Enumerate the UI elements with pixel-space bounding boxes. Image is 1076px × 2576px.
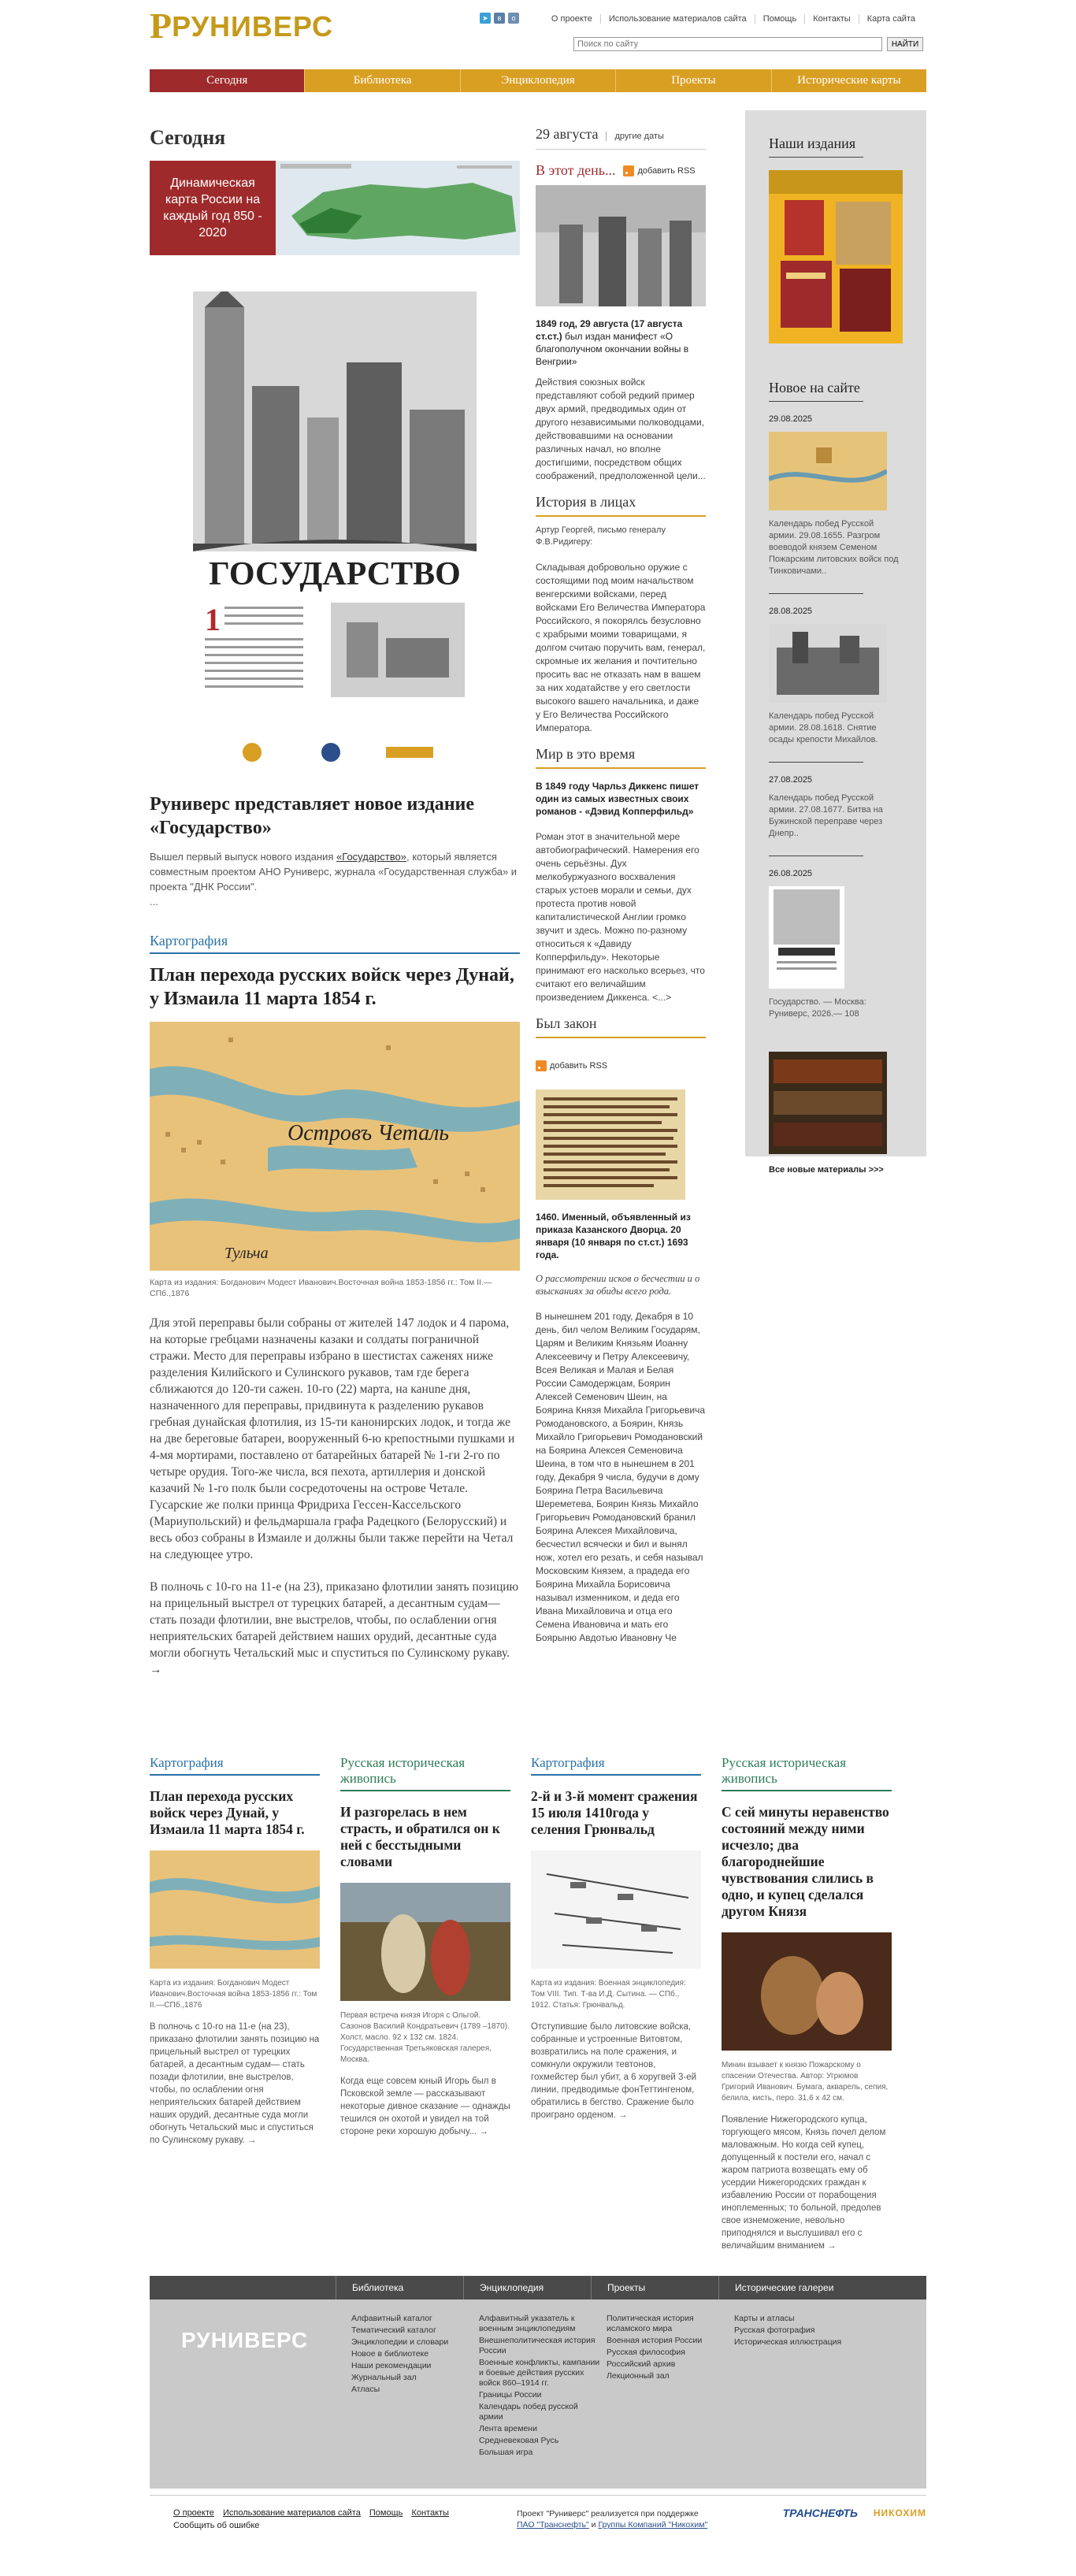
top-link-help[interactable]: Помощь	[755, 14, 805, 24]
nav-encyclopedia[interactable]: Энциклопедия	[461, 69, 616, 92]
card-title[interactable]: И разгорелась в нем страсть, и обратился он к ней с бесстыдными словами	[340, 1804, 500, 1869]
footer-tabs	[150, 2276, 926, 2299]
map-caption: Карта из издания: Богданович Модест Иванович.Восточная война 1853-1856 гг.: Том II.—СПб.,1876	[150, 1278, 492, 1298]
feature-text	[150, 849, 520, 909]
logo-icon: Р	[150, 6, 173, 46]
footer-logo-text: РУНИВЕРС	[181, 2328, 309, 2352]
card-text: Отступившие было литовские войска, собранные и устроенные Витовтом, возвратились на поле сражения, и сомкнули окружили тевтонов, гохмейстер был убит, а 6 хоругвей 3-ей линии, предводимые фонТеттингеном, обратились в бегство. Сражение было проиграно орденом. →	[531, 2022, 697, 2120]
top-link-sitemap[interactable]: Карта сайта	[859, 14, 923, 24]
footer-bottom	[150, 2495, 926, 2542]
footer-link[interactable]: Наши рекомендации	[351, 2361, 432, 2370]
nikohim-link[interactable]: Группы Компаний "Никохим"	[598, 2520, 708, 2530]
footer-about-link[interactable]: О проекте	[173, 2508, 214, 2518]
nav-projects[interactable]: Проекты	[616, 69, 771, 92]
footer-help-link[interactable]: Помощь	[369, 2508, 403, 2518]
section-label-cartography[interactable]: Картография	[150, 933, 520, 954]
card-title[interactable]: 2-й и 3-й момент сражения 15 июля 1410года у селения Грюнвальд	[531, 1788, 698, 1837]
nav-library[interactable]: Библиотека	[305, 69, 460, 92]
read-more-arrow[interactable]: →	[150, 1663, 162, 1676]
in-this-day-heading: В этот день...	[536, 162, 616, 178]
footer-logo[interactable]	[181, 2328, 308, 2353]
card	[150, 1755, 320, 2252]
card	[722, 1755, 892, 2252]
article-body-2	[150, 1579, 520, 1678]
nav-historical-maps[interactable]: Исторические карты	[797, 74, 901, 87]
footer-link[interactable]: Российский архив	[607, 2359, 676, 2369]
persons-heading: История в лицах	[536, 494, 706, 517]
footer-link[interactable]: Тематический каталог	[351, 2325, 436, 2335]
new-item	[769, 414, 903, 594]
new-item	[769, 607, 903, 763]
logo-text: РУНИВЕРС	[172, 10, 334, 43]
top-link-about[interactable]: О проекте	[551, 14, 592, 24]
dynamic-map-banner[interactable]	[150, 161, 520, 255]
event-title-rest: был издан манифест «О благополучном окончании войны в Венгрии»	[536, 331, 689, 367]
footer-tab-galleries[interactable]: Исторические галереи	[718, 2276, 846, 2299]
article-map-image[interactable]	[150, 1022, 520, 1271]
library-image[interactable]	[769, 1052, 887, 1154]
card-caption: Первая встреча князя Игоря с Ольгой. Сазонов Василий Кондратьевич (1789 –1870). Холст, масло. 92 х 132 см. 1824. Государственная Третьяковская галерея, Москва.	[340, 2011, 510, 2064]
article-body-1: Для этой переправы были собраны от жителей 147 лодок и 4 парома, на которые гребцами назначены казаки и солдаты пограничной стражи. Место для переправы избрано в шестистах саженях ниже разделения Килийского и Сулинского рукавов, там где берега сближаются до 120-ти сажен. 10-го (22) марта, на канune дня, назначенного для переправы, придвинута к разделению рукавов гребная дунайская флотилия, из 15-ти канонирских лодок, и тогда же на две береговые батареи, вооруженный 6-ю крепостными пушками и 4-мя мортирами, поставлено от батарейных батарей № 1-ги 2-го по четыре орудия. Того-же числа, вся пехота, артиллерия и донской казачий № 1-го полк были сосредоточены на острове Четале. Гусарские же полки принца Фридриха Гессен-Кассельского (Мариупольский) и фельдмаршала графа Радецкого (Белорусский) и весь обоз собраны в Измаиле и должны были также перейти на Четал на следующее утро.	[150, 1316, 515, 1561]
footer-link[interactable]: Энциклопедии и словари	[351, 2337, 449, 2347]
card-image[interactable]	[722, 1932, 892, 2051]
card-caption: Минин взывает к князю Пожарскому о спасении Отечества. Автор: Угрюмов Григорий Иванович. Бумага, акварель, сепия, белила, кисть, перо. 31,6 х 42 см.	[722, 2061, 889, 2103]
site-logo[interactable]	[150, 8, 333, 44]
search-button[interactable]: НАЙТИ	[887, 37, 923, 51]
card-title[interactable]: План перехода русских войск через Дунай, у Измаила 11 марта 1854 г.	[150, 1788, 305, 1837]
partner-and: и	[588, 2520, 599, 2530]
search-input[interactable]	[573, 37, 882, 51]
law-title[interactable]: 1460. Именный, объявленный из приказа Казанского Дворца. 20 января (10 января по ст.ст.) 1693 года.	[536, 1212, 691, 1260]
footer-link[interactable]: Границы России	[479, 2390, 542, 2400]
card-section-label[interactable]: Картография	[150, 1755, 320, 1776]
card-image[interactable]	[150, 1850, 320, 1969]
rss-label: добавить RSS	[637, 165, 696, 176]
rss-icon	[536, 1060, 547, 1071]
svg-text:1: 1	[205, 602, 221, 637]
article-title[interactable]: План перехода русских войск через Дунай, у Измаила 11 марта 1854 г.	[150, 965, 514, 1009]
card-text: В полночь с 10-го на 11-е (на 23), приказано флотилии занять позицию на прицельный выстрел от турецких батарей, а десантным судам— стать позади флотилии, вне выстрелов, чтобы, по ослаблении огня неприятельских батарей действием наших орудий, десантные суда могли обогнуть Четальский мыс и спуститься по Сулинскому рукаву. →	[150, 2022, 320, 2145]
new-item-image[interactable]	[769, 432, 887, 510]
law-text: В нынешнем 201 году, Декабря в 10 день, бил челом Великим Государям, Царям и Великим Князьям Иоанну Алексеевичу и Петру Алексеевичу, Всея Великая и Малая и Белая России Самодержцам, Боярин Алексей Семенович Шеин, на Боярина Князя Михайла Григорьевича Ромодановского, а Боярин, Князь Михайло Григорьевич Ромодановский на Боярина Алексея Семеновича Шеина, в том что в нынешнем в 201 году, Декабря 9 числа, будучи в дому Боярина Петра Васильевича Шереметева, Боярин Князь Михайло Григорьевич Ромодановский бранил Боярина Алексея Михайловича, бесчестил всячески и бил и вынял нож, хотел его резать, и себя называл Московским Князем, а прадеда его Боярина Михайла Борисовича называл изменником, и деда его Ивана Михайловича и отца его Семена Ивановича и мать его Боярыню Авдотью Ивановну Че	[536, 1311, 706, 1643]
new-item-text[interactable]: Календарь побед Русской армии. 27.08.1677. Битва на Бужинской переправе через Днепр..	[769, 793, 883, 838]
rss-link-law[interactable]	[536, 1060, 607, 1071]
new-item-text[interactable]: Календарь побед Русской армии. 29.08.1655. Разгром воеводой князем Семеном Пожарским литовских войск под Тинковичами..	[769, 519, 899, 576]
middle-column	[536, 110, 706, 1678]
left-column	[150, 110, 520, 1678]
site-header	[150, 0, 926, 69]
footer-link[interactable]: Лента времени	[479, 2424, 537, 2433]
site-footer	[150, 2276, 926, 2489]
law-heading: Был закон	[536, 1015, 706, 1038]
footer-link[interactable]: Внешнеполитическая история России	[479, 2336, 596, 2355]
partner-text	[517, 2508, 707, 2530]
new-item	[769, 775, 903, 856]
footer-link[interactable]: Атласы	[351, 2385, 380, 2394]
footer-link[interactable]: Историческая иллюстрация	[734, 2337, 842, 2347]
other-dates-link[interactable]: другие даты	[606, 132, 663, 141]
world-heading: Мир в это время	[536, 746, 706, 769]
transneft-link[interactable]: ПАО "Транснефть"	[517, 2520, 589, 2530]
feature-more[interactable]: ...	[150, 896, 158, 908]
new-item-text[interactable]: Календарь побед Русской армии. 28.08.1618. Снятие осады крепости Михайлов.	[769, 711, 878, 744]
card-section-label[interactable]: Русская историческая живопись	[722, 1755, 892, 1791]
world-text: Роман этот в значительной мере автобиографический. Намерения его очень серьёзны. Дух мелкобуржуазного восхваления старых устоев морали и семьи, дух протеста против новой капиталистической Англии громко звучит и здесь. Можно по-разному относиться к «Давиду Копперфильду». Некоторые принимают его насколько всерьез, что считают его величайшим произведением Диккенса. <...>	[536, 831, 705, 1003]
footer-tab-projects[interactable]: Проекты	[591, 2276, 718, 2299]
feature-link[interactable]: «Государство»	[336, 851, 406, 863]
transneft-logo[interactable]: ТРАНСНЕФТЬ	[782, 2507, 858, 2519]
footer-link[interactable]: Средневековая Русь	[479, 2436, 559, 2445]
footer-link[interactable]: Военные конфликты, кампании и боевые действия русских войск 860–1914 гг.	[479, 2358, 600, 2388]
map-label-town: Тульча	[224, 1245, 269, 1262]
all-new-link[interactable]: Все новые материалы >>>	[769, 1165, 884, 1175]
top-links	[544, 14, 923, 24]
card-section-label[interactable]: Русская историческая живопись	[340, 1755, 510, 1791]
card-title[interactable]: С сей минуты неравенство состояний между ними исчезло; два благороднейшие чувствования слились в одно, и купец сделался другом Князя	[722, 1804, 889, 1919]
poster-title: ГОСУДАРСТВО	[209, 556, 461, 592]
footer-link[interactable]: Календарь побед русской армии	[479, 2402, 578, 2422]
event-title-bold: 1849 год, 29 августа (17 августа ст.ст.)	[536, 318, 683, 342]
card-text: Появление Нижегородского купца, торгующего мясом, Князь почел делом маловажным. Но когда сей купец, допущенный к постели его, начал с жаром патриота возвещать ему об усердии Нижегородских граждан к избавлению России от порабощения иноплеменных; то больной, предолев свое изнеможение, невольно приподнялся и выслушивал его с величайшим вниманием →	[722, 2115, 886, 2251]
rss-link-day[interactable]	[623, 165, 695, 176]
new-item-text[interactable]: Государство. — Москва: Руниверс, 2026.— 108	[769, 997, 866, 1019]
new-item-image[interactable]	[769, 624, 887, 703]
footer-tab-library[interactable]: Библиотека	[336, 2276, 463, 2299]
gosudarstvo-poster[interactable]	[150, 291, 520, 780]
feature-text-pre: Вышел первый выпуск нового издания	[150, 851, 337, 863]
footer-link[interactable]: Военная история России	[607, 2336, 703, 2345]
card-image[interactable]	[531, 1850, 701, 1969]
feature-text-post: , который является совместным проектом АНО Руниверс, журнала «Государственная служба» и проекта "ДНК России".	[150, 851, 518, 893]
telegram-icon[interactable]: ➤	[480, 13, 491, 24]
right-sidebar	[745, 110, 926, 1175]
nav-today[interactable]: Сегодня	[150, 69, 305, 92]
footer-contacts-link[interactable]: Контакты	[411, 2508, 449, 2518]
current-date: 29 августа	[536, 126, 599, 142]
partner-line: Проект "Руниверс" реализуется при поддержке	[517, 2509, 699, 2518]
footer-link[interactable]: Алфавитный каталог	[351, 2314, 432, 2323]
card-section-label[interactable]: Картография	[531, 1755, 701, 1776]
ok-icon[interactable]: о	[508, 13, 519, 24]
footer-link[interactable]: Алфавитный указатель к военным энциклопедиям	[479, 2314, 576, 2333]
rss-label: добавить RSS	[550, 1061, 608, 1071]
partner-logos	[783, 2507, 926, 2519]
new-item-date: 27.08.2025	[769, 775, 813, 785]
card-image[interactable]	[340, 1883, 510, 2001]
event-image[interactable]	[536, 185, 706, 306]
footer-columns	[351, 2314, 862, 2459]
world-title[interactable]: В 1849 году Чарльз Диккенс пишет один из самых известных своих романов - «Дэвид Копперфильд»	[536, 781, 699, 817]
footer-col-projects	[607, 2314, 734, 2459]
map-label-island: Островъ Четаль	[288, 1121, 450, 1145]
footer-tab-encyclopedia[interactable]: Энциклопедия	[463, 2276, 591, 2299]
search-form	[573, 37, 923, 51]
report-error-link[interactable]: Сообщить об ошибке	[173, 2521, 260, 2530]
nikohim-logo[interactable]: НИКОХИМ	[873, 2507, 926, 2518]
banner-map-image	[276, 161, 520, 255]
publications-image[interactable]	[769, 170, 903, 343]
page-title: Сегодня	[150, 126, 226, 149]
new-item	[769, 869, 903, 1020]
event-text: Действия союзных войск представляют собой редкий пример двух армий, предводимых один от другого независимыми полководцами, действовавшими на основании различных начал, но вполне достигшими, посредством общих соображений, предположенной цели...	[536, 377, 706, 481]
footer-link[interactable]: Карты и атласы	[734, 2314, 795, 2323]
footer-link[interactable]: Журнальный зал	[351, 2373, 417, 2382]
footer-link[interactable]: Новое в библиотеке	[351, 2349, 429, 2359]
footer-link[interactable]: Русская фотография	[734, 2325, 815, 2335]
law-subtitle: О рассмотрении исков о бесчестии и о взысканиях за обиды всего рода.	[536, 1273, 700, 1297]
law-image[interactable]	[536, 1089, 685, 1200]
footer-bottom-links	[173, 2508, 455, 2530]
top-link-usage[interactable]: Использование материалов сайта	[600, 14, 755, 24]
card-caption: Карта из издания: Богданович Модест Иванович.Восточная война 1853-1856 гг.: Том II.—СПб.,1876	[150, 1979, 317, 2010]
footer-link[interactable]: Политическая история исламского мира	[607, 2314, 694, 2333]
event-title[interactable]	[536, 317, 706, 368]
new-item-date: 26.08.2025	[769, 869, 813, 878]
card-text: Когда еще совсем юный Игорь был в Псковской земле — рассказывают некоторые дивное сказание — однажды тешился он охотой и увидел на той стороне реки хорошую добычу... →	[340, 2077, 510, 2136]
new-item-image[interactable]	[769, 886, 844, 989]
new-item-date: 29.08.2025	[769, 414, 813, 424]
persons-author: Артур Георгей, письмо генералу Ф.В.Ридигеру:	[536, 525, 666, 547]
persons-text: Складывая добровольно оружие с состоящими под моим начальством венгерскими войсками, перед войсками Его Величества Императора Российского, я покорялсь безусловно с храбрыми моими товарищами, я долгом считаю поручить вам, генерал, скромные их желания и почтительно просить вас не отказать нам в вашем за них ходатайстве у его светлости высокого вашего начальника, и даже у Его Величества Российского Императора.	[536, 562, 706, 733]
card	[340, 1755, 510, 2252]
footer-link[interactable]: Большая игра	[479, 2448, 533, 2457]
vk-icon[interactable]: в	[494, 13, 505, 24]
footer-link[interactable]: Лекционный зал	[607, 2371, 670, 2381]
social-links	[480, 13, 519, 24]
bottom-cards	[150, 1755, 926, 2252]
publications-heading: Наши издания	[769, 135, 863, 158]
rss-icon	[623, 165, 634, 176]
main-nav	[150, 69, 926, 92]
footer-col-library	[351, 2314, 479, 2459]
card	[531, 1755, 701, 2252]
footer-col-encyclopedia	[479, 2314, 607, 2459]
new-item-date: 28.08.2025	[769, 607, 813, 616]
feature-title[interactable]: Руниверс представляет новое издание «Государство»	[150, 794, 475, 838]
top-link-contacts[interactable]: Контакты	[804, 14, 859, 24]
new-on-site-heading: Новое на сайте	[769, 380, 863, 402]
article-body-2-text: В полночь с 10-го на 11-е (на 23), приказано флотилии занять позицию на прицельный выстрел от турецких батарей, а десантным судам— стать позади флотилии, вне выстрелов, чтобы, по ослаблении огня неприятельских батарей действием наших орудий, десантные суда могли обогнуть Четальский мыс и спуститься по Сулинскому рукаву.	[150, 1580, 519, 1660]
footer-link[interactable]: Русская философия	[607, 2348, 685, 2357]
card-caption: Карта из издания: Военная энциклопедия: Том VIII. Тип. Т-ва И.Д. Сытина. — СПб., 1912. Статья: Грюнвальд.	[531, 1979, 686, 2010]
footer-usage-link[interactable]: Использование материалов сайта	[222, 2508, 361, 2518]
banner-text: Динамическая карта России на каждый год 850 - 2020	[150, 161, 276, 255]
footer-col-galleries	[734, 2314, 862, 2459]
